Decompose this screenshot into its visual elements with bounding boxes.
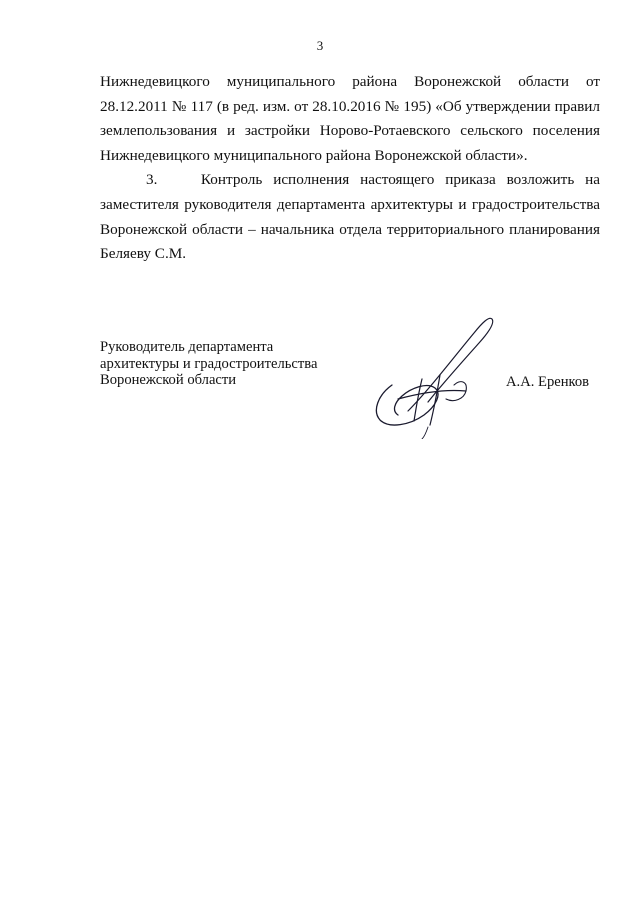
page-number: 3 [316, 38, 324, 53]
signature-block [100, 339, 600, 459]
paragraph-continuation: Нижнедевицкого муниципального района Воронежской области от 28.12.2011 № 117 (в ред. изм. от 28.10.2016 № 195) «Об утверждении правил землепользования и застройки Норово-Ротаевского сельского поселения Нижнедевицкого муниципального района Воронежской области». [100, 73, 600, 164]
document-body [100, 70, 600, 267]
signer-title-line: Воронежской области [100, 372, 237, 388]
signer-title [100, 339, 360, 389]
handwritten-signature [358, 299, 508, 439]
signer-title-line: архитектуры и градостроительства [100, 355, 318, 372]
signer-name: А.А. Еренков [506, 374, 590, 390]
signer-title-line: Руководитель департамента [100, 339, 274, 355]
paragraph-item-3: 3. Контроль исполнения настоящего приказа возложить на заместителя руководителя департамента архитектуры и градостроительства Воронежской области – начальника отдела территориального планирования Беляеву С.М. [100, 171, 600, 263]
